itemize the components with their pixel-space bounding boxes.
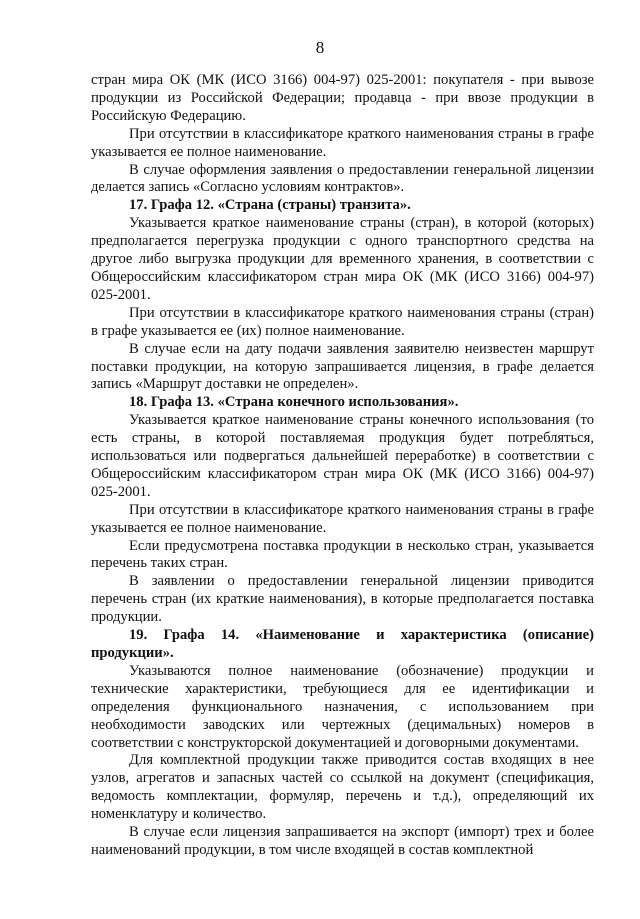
paragraph: При отсутствии в классификаторе краткого наименования страны в графе указывается ее полное наименование. <box>91 125 594 160</box>
paragraph: В случае оформления заявления о предоставлении генеральной лицензии делается запись «Согласно условиям контрактов». <box>91 161 594 196</box>
paragraph: Указываются полное наименование (обозначение) продукции и технические характеристики, требующиеся для ее идентификации и определения функционального назначения, с использованием при необходимости заводских или чертежных (децимальных) номеров в соответствии с конструкторской документацией и договорными документами. <box>91 662 594 751</box>
paragraph: В случае если на дату подачи заявления заявителю неизвестен маршрут поставки продукции, на которую запрашивается лицензия, в графе делается запись «Маршрут доставки не определен». <box>91 340 594 393</box>
paragraph: В случае если лицензия запрашивается на экспорт (импорт) трех и более наименований продукции, в том числе входящей в состав комплектной <box>91 824 594 858</box>
paragraph: Если предусмотрена поставка продукции в несколько стран, указывается перечень таких стран. <box>91 537 594 572</box>
paragraph: При отсутствии в классификаторе краткого наименования страны (стран) в графе указывается ее (их) полное наименование. <box>91 304 594 339</box>
paragraph: Указывается краткое наименование страны конечного использования (то есть страны, в которой поставляемая продукция будет потребляться, использоваться или подвергаться дальнейшей переработке) в соответствии с Общероссийским классификатором стран мира ОК (МК (ИСО 3166) 004-97) 025-2001. <box>91 412 594 500</box>
document-body <box>91 72 594 860</box>
paragraph-continuation: стран мира ОК (МК (ИСО 3166) 004-97) 025-2001: покупателя - при вывозе продукции из Российской Федерации; продавца - при ввозе продукции в Российскую Федерацию. <box>91 72 594 124</box>
section-heading-17: 17. Графа 12. «Страна (страны) транзита». <box>129 197 411 214</box>
page-number: 8 <box>315 38 325 57</box>
paragraph: Для комплектной продукции также приводится состав входящих в нее узлов, агрегатов и запасных частей со ссылкой на документ (спецификация, ведомость комплектации, формуляр, перечень и т.д.), определяющий их номенклатуру и количество. <box>91 752 594 823</box>
section-heading-18: 18. Графа 13. «Страна конечного использования». <box>129 394 459 411</box>
paragraph: Указывается краткое наименование страны (стран), в которой (которых) предполагается перегрузка продукции с одного транспортного средства на другое либо выгрузка продукции для временного хранения, в соответствии с Общероссийским классификатором стран мира ОК (МК (ИСО 3166) 004-97) 025-2001. <box>91 215 594 303</box>
paragraph: В заявлении о предоставлении генеральной лицензии приводится перечень стран (их краткие наименования), в которые предполагается поставка продукции. <box>91 573 594 626</box>
section-heading-19: 19. Графа 14. «Наименование и характеристика (описание) продукции». <box>91 627 594 661</box>
paragraph: При отсутствии в классификаторе краткого наименования страны в графе указывается ее полное наименование. <box>91 501 594 536</box>
